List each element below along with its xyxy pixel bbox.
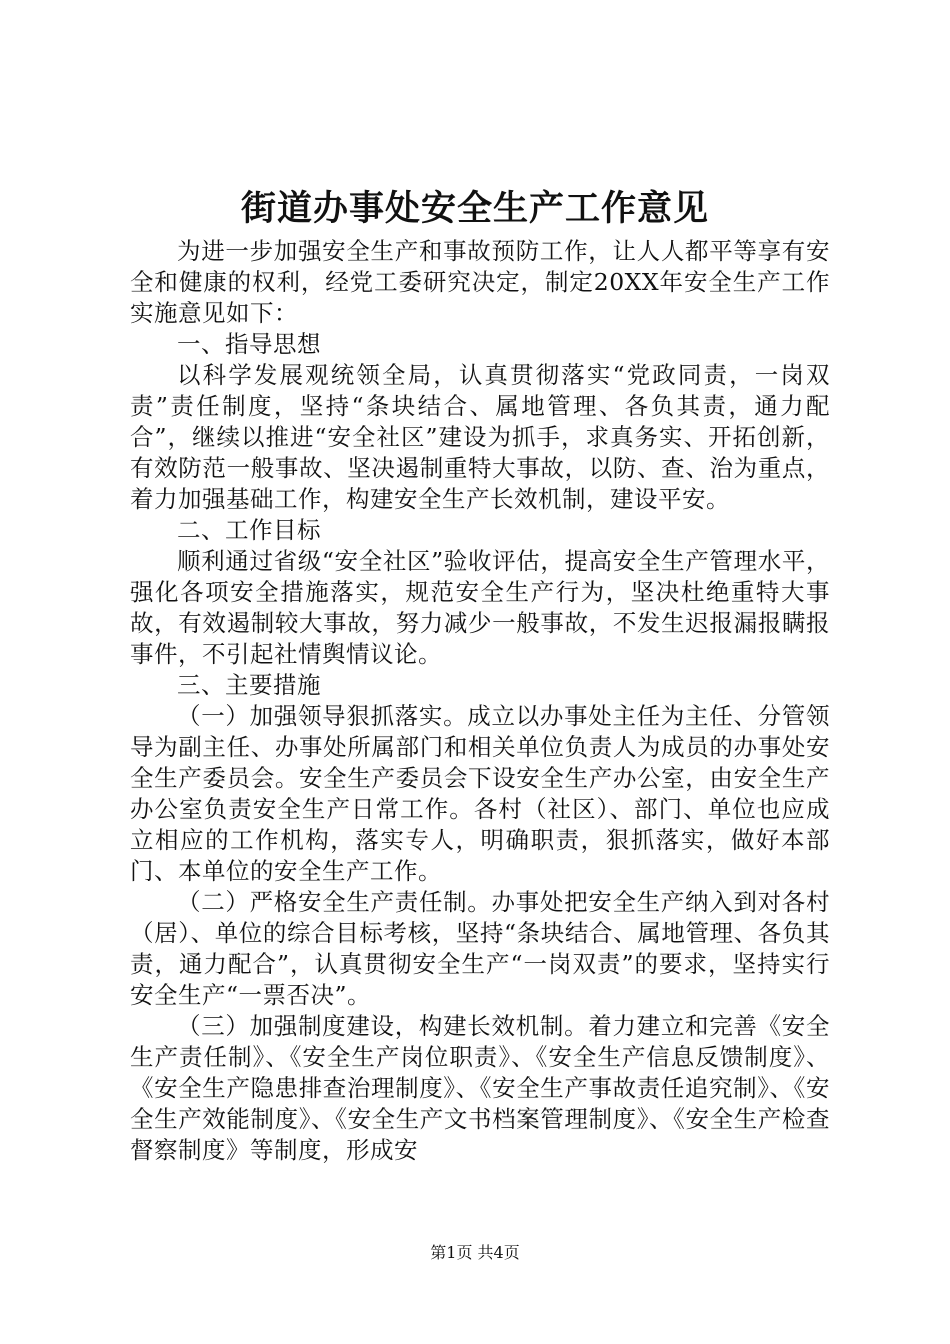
section-heading-main-measures: 三、主要措施 bbox=[177, 671, 321, 699]
measure-1-paragraph: （一）加强领导狠抓落实。成立以办事处主任为主任、分管领导为副主任、办事处所属部门和相关单位负责人为成员的办事处安全生产委员会。安全生产委员会下设安全生产办公室，由安全生产办公室负责安全生产日常工作。各村（社区）、部门、单位也应成立相应的工作机构，落实专人，明确职责，狠抓落实，做好本部门、本单位的安全生产工作。 bbox=[130, 702, 830, 885]
guiding-ideology-paragraph: 以科学发展观统领全局，认真贯彻落实“党政同责，一岗双责”责任制度，坚持“条块结合、属地管理、各负其责，通力配合”，继续以推进“安全社区”建设为抓手，求真务实、开拓创新，有效防范一般事故、坚决遏制重特大事故，以防、查、治为重点，着力加强基础工作，构建安全生产长效机制，建设平安。 bbox=[130, 361, 830, 513]
document-body bbox=[130, 236, 830, 1166]
document-title: 街道办事处安全生产工作意见 bbox=[240, 188, 709, 229]
measure-3-paragraph: （三）加强制度建设，构建长效机制。着力建立和完善《安全生产责任制》、《安全生产岗位职责》、《安全生产信息反馈制度》、《安全生产隐患排查治理制度》、《安全生产事故责任追究制》、《安全生产效能制度》、《安全生产文书档案管理制度》、《安全生产检查督察制度》等制度，形成安 bbox=[130, 1012, 830, 1164]
section-heading-guiding-ideology: 一、指导思想 bbox=[177, 330, 321, 358]
measure-2-paragraph: （二）严格安全生产责任制。办事处把安全生产纳入到对各村（居）、单位的综合目标考核，坚持“条块结合、属地管理、各负其责，通力配合”，认真贯彻安全生产“一岗双责”的要求，坚持实行安全生产“一票否决”。 bbox=[130, 888, 830, 1009]
work-goals-paragraph: 顺利通过省级“安全社区”验收评估，提高安全生产管理水平，强化各项安全措施落实，规范安全生产行为，坚决杜绝重特大事故，有效遏制较大事故，努力减少一般事故，不发生迟报漏报瞒报事件，不引起社情舆情议论。 bbox=[130, 547, 830, 668]
page-number-footer: 第1页 共4页 bbox=[430, 1243, 520, 1262]
intro-paragraph: 为进一步加强安全生产和事故预防工作，让人人都平等享有安全和健康的权利，经党工委研究决定，制定20XX年安全生产工作实施意见如下： bbox=[130, 237, 830, 327]
section-heading-work-goals: 二、工作目标 bbox=[177, 516, 321, 544]
